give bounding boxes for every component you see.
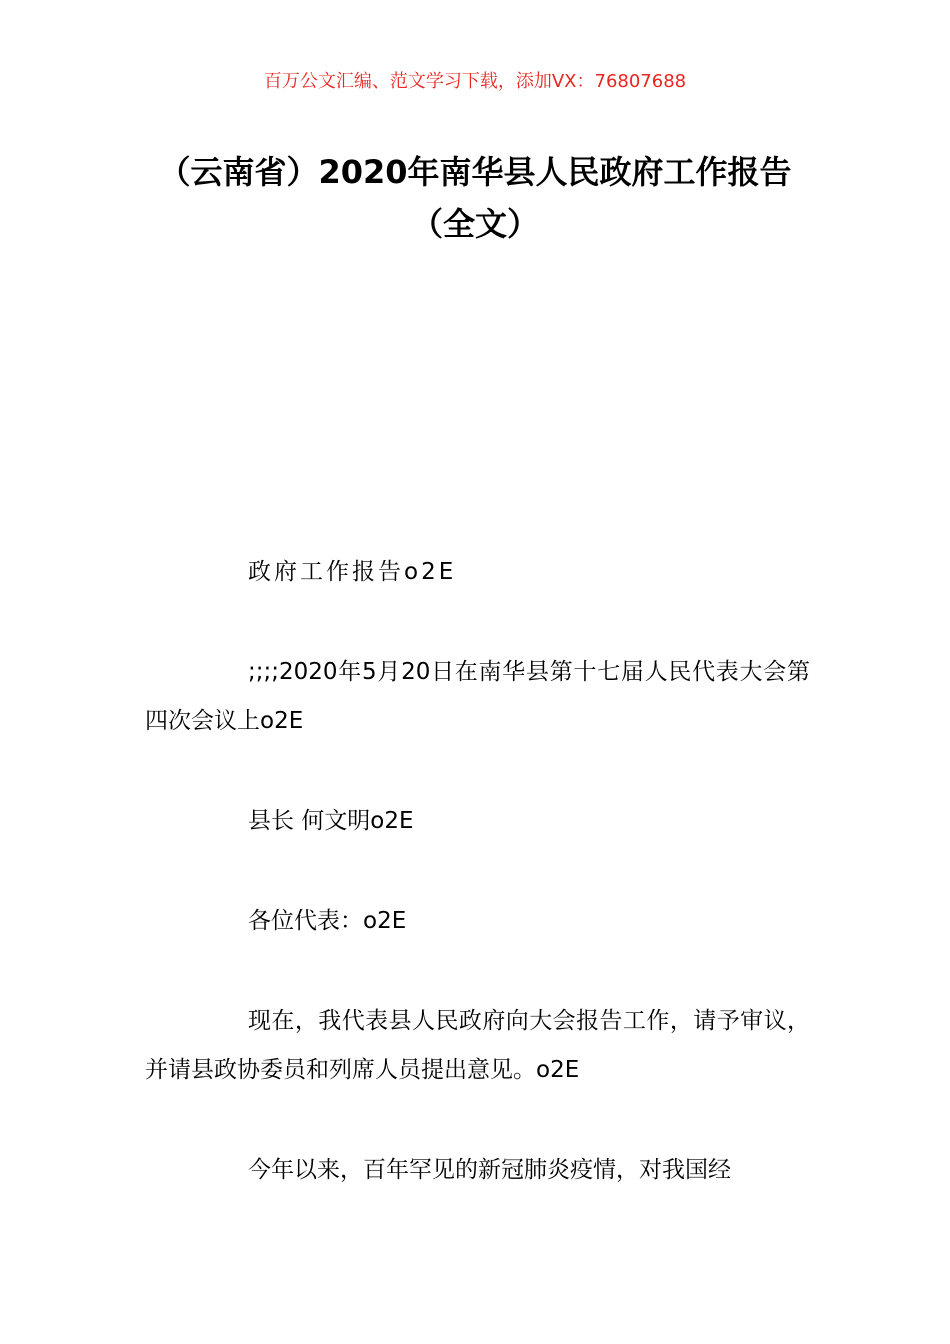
meeting-info: ;;;;2020年5月20日在南华县第十七届人民代表大会第四次会议上o2E	[145, 659, 810, 734]
body-paragraph: 现在，我代表县人民政府向大会报告工作，请予审议，并请县政协委员和列席人员提出意见。o2E	[145, 1008, 810, 1083]
document-title: （云南省）2020年南华县人民政府工作报告（全文）	[158, 153, 792, 243]
header-watermark-note: 百万公文汇编、范文学习下载，添加VX：76807688	[263, 71, 687, 92]
speaker-line: 县长 何文明o2E	[248, 808, 414, 834]
salutation: 各位代表：o2E	[248, 908, 407, 934]
body-paragraph: 今年以来，百年罕见的新冠肺炎疫情，对我国经	[248, 1157, 731, 1183]
report-heading: 政府工作报告o2E	[248, 559, 457, 585]
